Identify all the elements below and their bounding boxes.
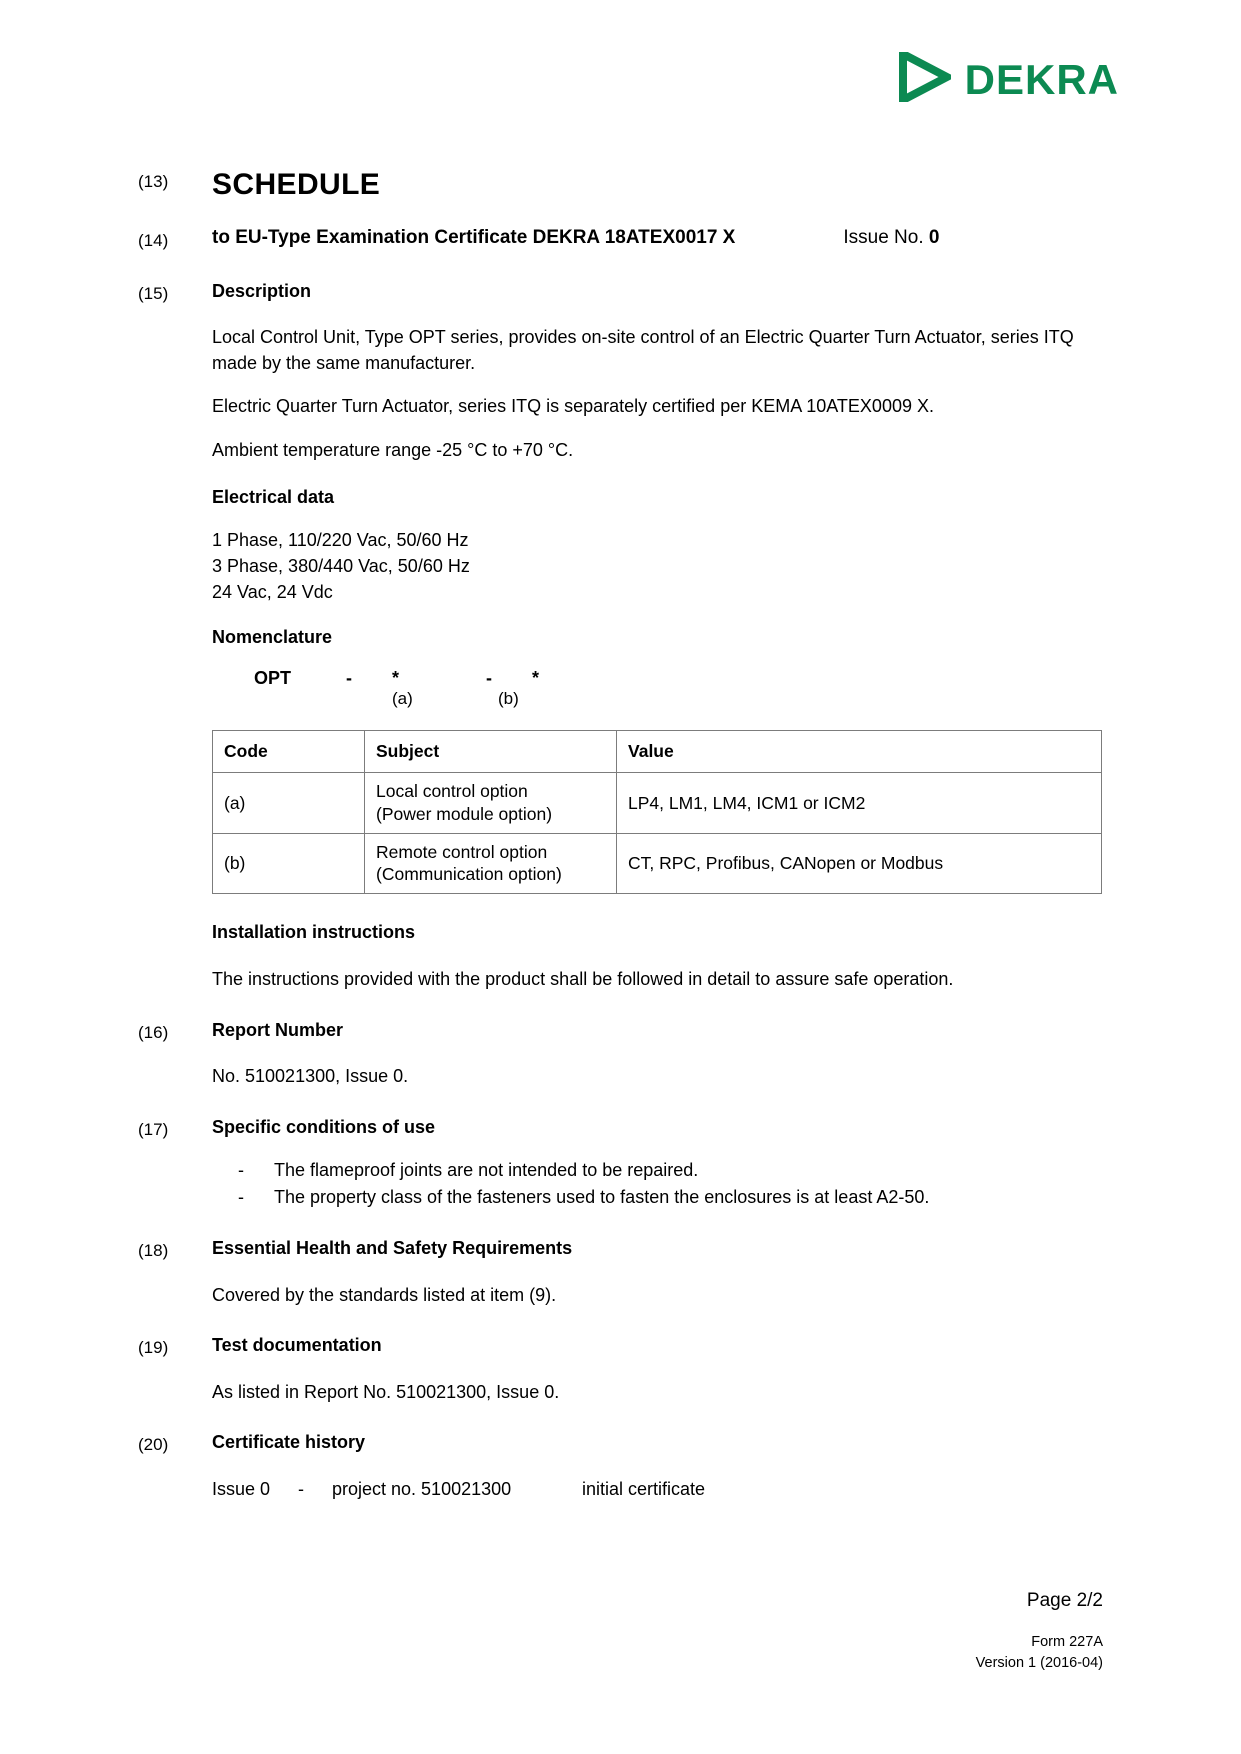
history-note: initial certificate [582, 1478, 706, 1499]
subject-a-line-2: (Power module option) [376, 803, 553, 824]
page-number: Page 2/2 [1026, 1590, 1103, 1611]
section-certificate-history [138, 1431, 1103, 1502]
issue-label: Issue No. [843, 227, 924, 248]
specific-conditions-list [212, 1157, 1103, 1211]
nomenclature-table [212, 730, 1102, 894]
subject-b-line-2: (Communication option) [376, 864, 562, 885]
section-certificate-ref [138, 227, 1103, 254]
dash-marker: - [238, 1160, 244, 1181]
form-code: Form 227A [1031, 1634, 1103, 1650]
page-title: SCHEDULE [212, 168, 381, 201]
column-header-value: Value [617, 731, 1102, 773]
dekra-logo [899, 52, 1119, 107]
list-item [212, 1184, 1103, 1211]
nomenclature-label-b: (b) [498, 688, 519, 708]
column-header-code: Code [213, 731, 365, 773]
dash-marker: - [238, 1187, 244, 1208]
cell-code-a: (a) [213, 773, 365, 834]
history-dash: - [298, 1478, 304, 1499]
electrical-data-heading: Electrical data [212, 487, 335, 508]
list-item-text: The property class of the fasteners used to fasten the enclosures is at least A2-50. [274, 1187, 930, 1208]
installation-text: The instructions provided with the product shall be followed in detail to assure safe operation. [212, 969, 954, 990]
ehsr-heading: Essential Health and Safety Requirements [212, 1238, 573, 1259]
report-number-heading: Report Number [212, 1019, 344, 1040]
issue-value: 0 [928, 227, 940, 248]
section-specific-conditions [138, 1116, 1103, 1211]
item-number-17: (17) [138, 1119, 169, 1139]
electrical-line-1: 1 Phase, 110/220 Vac, 50/60 Hz [212, 530, 469, 551]
dekra-triangle-icon [899, 52, 951, 107]
item-number-18: (18) [138, 1241, 169, 1261]
cell-code-b: (b) [213, 833, 365, 894]
nomenclature-star-2: * [532, 668, 540, 689]
section-report-number [138, 1019, 1103, 1090]
subject-a-line-1: Local control option [376, 781, 528, 802]
description-heading: Description [212, 280, 312, 301]
document-body [0, 168, 1241, 1502]
specific-conditions-heading: Specific conditions of use [212, 1116, 436, 1137]
list-item [212, 1157, 1103, 1184]
certificate-history-heading: Certificate history [212, 1432, 366, 1453]
description-paragraph-2: Electric Quarter Turn Actuator, series ITQ is separately certified per KEMA 10ATEX0009 X. [212, 396, 934, 417]
nomenclature-star-1: * [392, 668, 400, 689]
description-paragraph-3: Ambient temperature range -25 °C to +70 °C. [212, 439, 574, 460]
form-version: Version 1 (2016-04) [975, 1655, 1103, 1672]
section-ehsr [138, 1237, 1103, 1308]
item-number-13: (13) [138, 172, 169, 191]
table-header-row [213, 731, 1102, 773]
item-number-16: (16) [138, 1022, 169, 1042]
installation-heading: Installation instructions [212, 922, 416, 943]
test-documentation-heading: Test documentation [212, 1335, 382, 1356]
nomenclature-pattern [212, 668, 1103, 708]
section-description [138, 280, 1103, 993]
form-info [976, 1632, 1103, 1674]
description-paragraph-1: Local Control Unit, Type OPT series, provides on-site control of an Electric Quarter Turn Actuator, series ITQ made by the same manufacturer. [212, 327, 1074, 373]
cell-subject-b [365, 833, 617, 894]
dekra-wordmark: DEKRA [964, 55, 1119, 103]
certificate-title: to EU-Type Examination Certificate DEKRA 18ATEX0017 X [212, 227, 736, 248]
nomenclature-heading: Nomenclature [212, 627, 333, 648]
column-header-subject: Subject [365, 731, 617, 773]
nomenclature-dash-2: - [486, 668, 492, 689]
cell-value-a: LP4, LM1, LM4, ICM1 or ICM2 [617, 773, 1102, 834]
nomenclature-label-a: (a) [392, 688, 413, 708]
electrical-line-3: 24 Vac, 24 Vdc [212, 581, 333, 602]
cell-value-b: CT, RPC, Profibus, CANopen or Modbus [617, 833, 1102, 894]
electrical-line-2: 3 Phase, 380/440 Vac, 50/60 Hz [212, 555, 470, 576]
test-documentation-text: As listed in Report No. 510021300, Issue 0. [212, 1381, 560, 1402]
history-issue: Issue 0 [212, 1478, 271, 1499]
subject-b-line-1: Remote control option [376, 841, 548, 862]
certificate-history-entry [212, 1477, 1103, 1502]
section-test-documentation [138, 1334, 1103, 1405]
section-schedule [138, 168, 1103, 201]
list-item-text: The flameproof joints are not intended to be repaired. [274, 1160, 699, 1181]
item-number-14: (14) [138, 231, 169, 250]
ehsr-text: Covered by the standards listed at item (9). [212, 1284, 557, 1305]
item-number-20: (20) [138, 1435, 169, 1455]
table-row [213, 773, 1102, 834]
item-number-19: (19) [138, 1338, 169, 1358]
nomenclature-type: OPT [254, 668, 292, 689]
report-number-text: No. 510021300, Issue 0. [212, 1066, 409, 1087]
table-row [213, 833, 1102, 894]
item-number-15: (15) [138, 283, 169, 303]
issue-number [843, 227, 939, 249]
history-project: project no. 510021300 [332, 1478, 512, 1499]
nomenclature-dash-1: - [346, 668, 352, 689]
cell-subject-a [365, 773, 617, 834]
